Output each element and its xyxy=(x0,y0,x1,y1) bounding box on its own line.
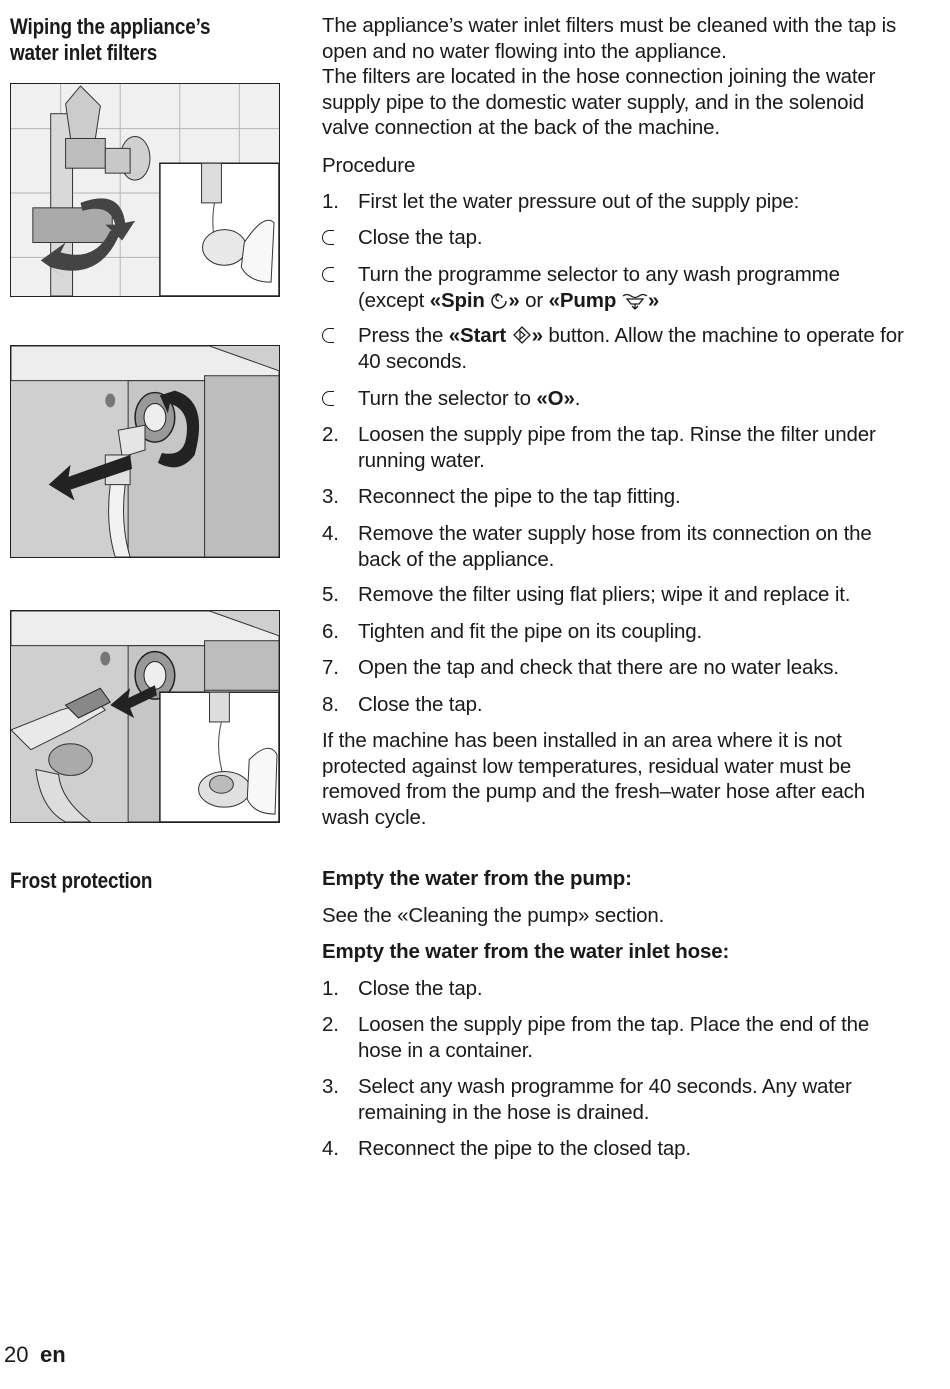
text-fragment: Press the xyxy=(358,324,449,347)
step-text xyxy=(358,1074,942,1125)
pump-label: «Pump xyxy=(548,288,617,312)
bullet-text xyxy=(358,386,942,412)
step-text: Close the tap. xyxy=(358,693,483,716)
step-line: back of the appliance. xyxy=(358,547,555,571)
step-number: 3. xyxy=(322,1075,339,1098)
step-line: Loosen the supply pipe from the tap. Place the end of the xyxy=(358,1013,870,1036)
text-fragment: » xyxy=(508,288,520,312)
bullet-icon xyxy=(322,323,358,350)
bullet-line xyxy=(358,288,942,314)
intro-line: The appliance’s water inlet filters must be cleaned with the tap is xyxy=(322,14,897,37)
text-fragment: (except xyxy=(358,288,430,312)
section-heading-frost: Frost protection xyxy=(10,868,153,893)
step-text: Reconnect the pipe to the closed tap. xyxy=(358,1137,691,1160)
hose-subheading: Empty the water from the water inlet hose: xyxy=(322,940,730,963)
bullet-text: Close the tap. xyxy=(358,226,483,249)
text-fragment: button. Allow the machine to operate for xyxy=(542,324,904,347)
note-line: protected against low temperatures, residual water must be xyxy=(322,754,852,778)
step-line: remaining in the hose is drained. xyxy=(358,1100,650,1124)
spin-label: «Spin xyxy=(429,288,485,312)
step-number: 8. xyxy=(322,693,339,716)
bullet-icon xyxy=(322,225,358,252)
text-fragment: » xyxy=(531,324,543,347)
step-number: 4. xyxy=(322,522,339,545)
bullet-text xyxy=(358,323,942,374)
pump-subheading: Empty the water from the pump: xyxy=(322,867,632,890)
language-code: en xyxy=(40,1342,66,1367)
bullet-line: Turn the programme selector to any wash programme xyxy=(358,263,840,286)
step-number: 3. xyxy=(322,485,339,508)
intro-line: valve connection at the back of the machine. xyxy=(322,116,720,139)
step-number: 5. xyxy=(322,583,339,606)
step-number: 2. xyxy=(322,423,339,446)
bullet-icon xyxy=(322,386,358,413)
text-fragment: » xyxy=(647,288,660,312)
pliers-filter-illustration xyxy=(10,610,280,823)
spin-icon xyxy=(490,292,508,310)
note-line: wash cycle. xyxy=(322,805,427,829)
step-text xyxy=(358,1012,942,1063)
note-line: If the machine has been installed in an area where it is not xyxy=(322,729,842,752)
bullet-line: 40 seconds. xyxy=(358,349,467,373)
text-fragment: Turn the selector to xyxy=(358,387,537,410)
bullet-line xyxy=(358,323,942,349)
step-line: Loosen the supply pipe from the tap. Rinse the filter under xyxy=(358,423,876,446)
step-number: 6. xyxy=(322,620,339,643)
pump-icon xyxy=(622,292,648,310)
start-label: «Start xyxy=(448,324,507,347)
step-number: 2. xyxy=(322,1013,339,1036)
text-fragment: or xyxy=(519,288,549,312)
step-number: 7. xyxy=(322,656,339,679)
intro-line: The filters are located in the hose connection joining the water xyxy=(322,65,876,88)
step-number: 1. xyxy=(322,977,339,1000)
step-text xyxy=(358,422,942,473)
procedure-heading: Procedure xyxy=(322,154,416,177)
intro-paragraph xyxy=(322,13,942,141)
step-line: Remove the water supply hose from its connection on the xyxy=(358,522,872,545)
page-number: 20 xyxy=(4,1342,29,1367)
tap-filter-illustration xyxy=(10,83,280,297)
intro-line: open and no water flowing into the appliance. xyxy=(322,39,727,63)
off-position-label: «O» xyxy=(536,387,575,410)
step-number: 4. xyxy=(322,1137,339,1160)
step-text: Tighten and fit the pipe on its coupling. xyxy=(358,620,703,643)
text-fragment: . xyxy=(574,387,581,410)
step-text: Remove the filter using flat pliers; wipe it and replace it. xyxy=(358,583,851,606)
note-line: removed from the pump and the fresh–water hose after each xyxy=(322,780,865,803)
bullet-text xyxy=(358,262,942,313)
frost-note-paragraph xyxy=(322,728,942,830)
heading-line: water inlet filters xyxy=(10,40,158,65)
step-text: Open the tap and check that there are no water leaks. xyxy=(358,656,839,679)
bullet-icon xyxy=(322,262,358,289)
step-line: hose in a container. xyxy=(358,1038,533,1062)
step-number: 1. xyxy=(322,190,339,213)
step-line: Select any wash programme for 40 seconds. Any water xyxy=(358,1075,852,1098)
hose-connection-illustration xyxy=(10,345,280,558)
step-text: Close the tap. xyxy=(358,977,483,1000)
step-text: First let the water pressure out of the supply pipe: xyxy=(358,190,800,213)
heading-line: Wiping the appliance’s xyxy=(10,14,211,39)
intro-line: supply pipe to the domestic water supply, and in the solenoid xyxy=(322,90,865,114)
section-heading-filters xyxy=(10,14,242,66)
pump-text: See the «Cleaning the pump» section. xyxy=(322,904,665,927)
step-line: running water. xyxy=(358,448,485,472)
step-text: Reconnect the pipe to the tap fitting. xyxy=(358,485,681,508)
start-icon xyxy=(512,325,532,345)
step-text xyxy=(358,521,942,572)
